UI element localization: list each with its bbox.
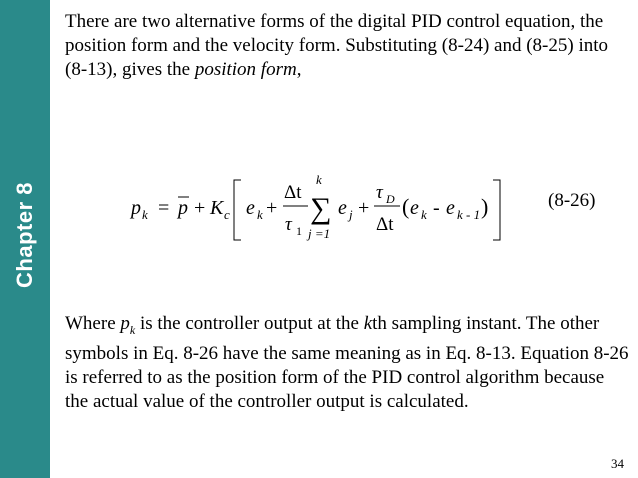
eq-kc: K [210,197,224,219]
explanation-k: k [363,313,373,334]
intro-text: There are two alternative forms of the digital PID control equation, the position form and the velocity form. Substituting (8-24) and (8-25) into (8-13), gives the [65,11,609,80]
eq-ej-sub: j [349,207,353,222]
eq-pbar: p [178,197,188,219]
eq-plus3: + [358,197,370,219]
eq-paren-e1: e [410,197,419,219]
explanation-text-3: th sampling instant. The other symbols in Eq. 8-26 have the same meaning as in Eq. 8-13. Equation 8-26 is referred to as the position form of the PID control algorithm because the actual value of the controller output is calculated. [65,313,629,412]
explanation-text-2: is the controller output at the [135,313,364,334]
equation-number: (8-26) [548,190,596,211]
eq-ej: e [338,197,347,219]
intro-trailing: , [296,59,302,80]
intro-paragraph [65,10,630,82]
eq-left-bracket [234,180,241,240]
eq-frac1-den-sub: 1 [296,224,302,238]
eq-paren-e2-sub: k - 1 [457,207,481,222]
eq-pk-sub: k [142,207,148,222]
eq-ek-sub: k [257,207,263,222]
eq-frac2-den: Δt [376,214,394,235]
eq-pk: p [131,197,141,219]
eq-paren-e2: e [446,197,455,219]
eq-sum: ∑ [310,192,332,225]
eq-paren-close: ) [481,194,489,219]
explanation-pk-sub: k [129,322,136,337]
eq-frac1-num: Δt [284,182,302,203]
eq-sum-lower: j =1 [308,226,331,241]
eq-frac2-num-sub: D [386,192,395,206]
eq-sum-upper: k [316,172,322,187]
page-number: 34 [611,456,624,471]
position-form-emphasis: position form [194,59,297,80]
eq-right-bracket [493,180,500,240]
eq-plus1: + [194,197,206,219]
explanation-text-1: Where [65,313,121,334]
eq-paren-open: ( [402,194,410,219]
explanation-paragraph [65,312,630,414]
eq-equals: = [158,197,170,219]
chapter-label: Chapter 8 [12,182,37,288]
eq-minus: - [433,197,440,219]
eq-kc-sub: c [224,207,230,222]
eq-plus2: + [266,197,278,219]
eq-paren-e1-sub: k [421,207,427,222]
eq-frac1-den: τ [285,214,292,235]
chapter-sidebar [0,0,50,478]
eq-frac2-num: τ [376,182,383,203]
eq-ek: e [246,197,255,219]
explanation-pk: p [120,313,130,334]
